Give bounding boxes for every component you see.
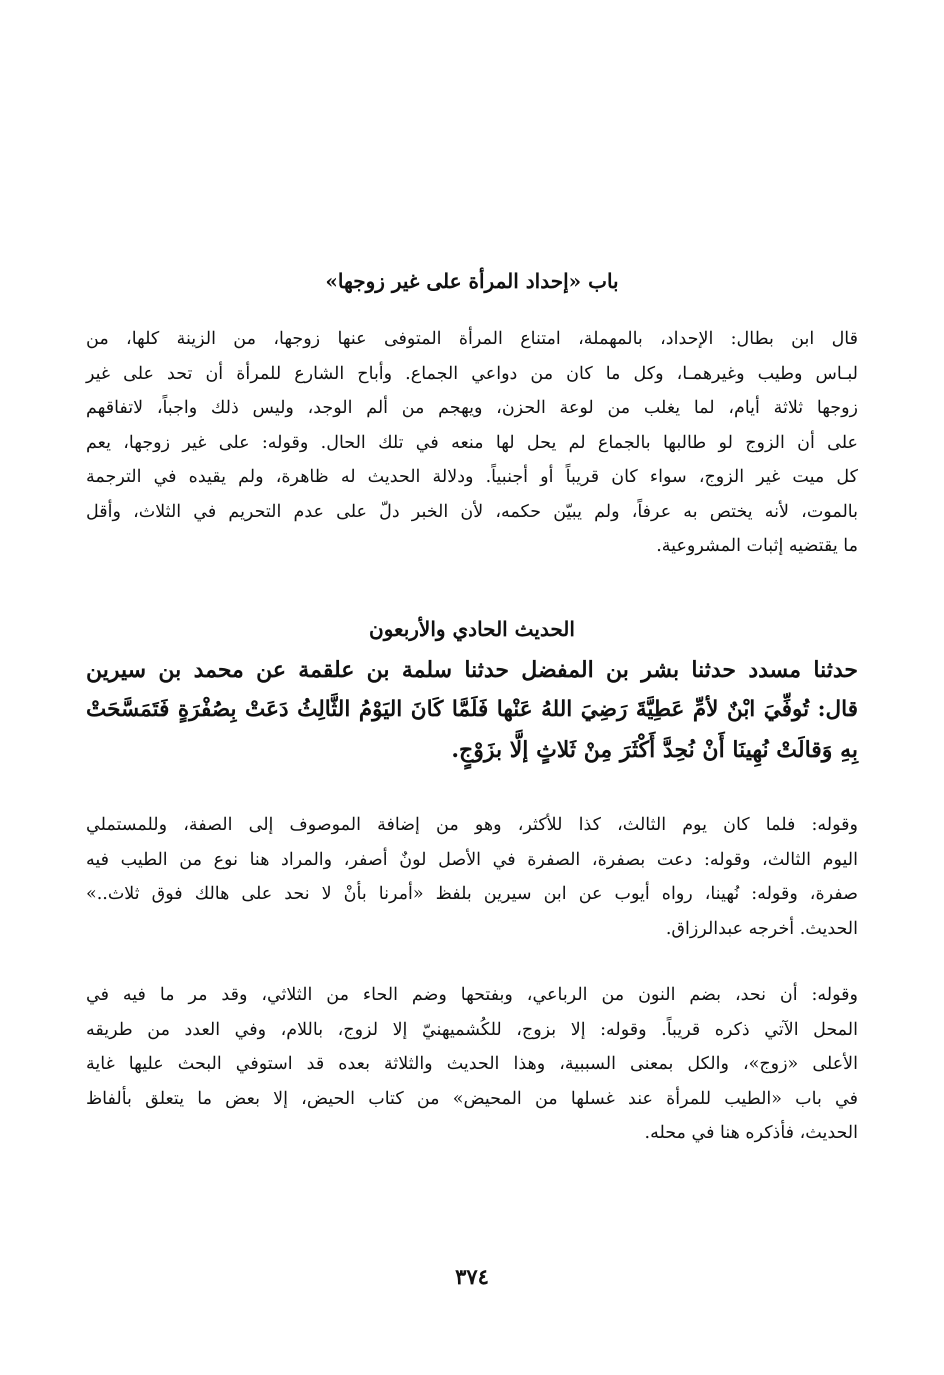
text-line: الحديث. أخرجه عبدالرزاق. — [665, 918, 858, 939]
commentary-paragraph-1 — [86, 322, 858, 564]
text-line: على أن الزوج لو طالبها بالجماع لم يحل لها منعه في تلك الحال. وقوله: على غير زوجها، يعم — [86, 432, 858, 453]
text-line: كل ميت غير الزوج، سواء كان قريباً أو أجنبياً. ودلالة الحديث له ظاهرة، ولم يقيده في الترجمة — [86, 467, 858, 487]
text-line: في باب «الطيب للمرأة عند غسلها من المحيض» من كتاب الحيض، إلا بعض ما يتعلق بألفاظ — [86, 1088, 858, 1109]
text-line: المحل الآتي ذكره قريباً. وقوله: إلا بزوج، للكُشميهنيّ إلا لزوج، باللام، وفي العدد من طريقه — [86, 1019, 858, 1040]
hadith-heading: الحديث الحادي والأربعون — [369, 617, 575, 641]
text-line: قال ابن بطال: الإحداد، بالمهملة، امتناع المرأة المتوفى عنها زوجها، من الزينة كلها، من — [86, 329, 858, 349]
text-line: الحديث، فأذكره هنا في محله. — [644, 1123, 858, 1143]
text-line: صفرة، وقوله: نُهينا، رواه أيوب عن ابن سيرين بلفظ «أمرنا بأنْ لا نحد على هالك فوق ثلاث..» — [86, 884, 858, 904]
hadith-line: بِهِ وَقالَتْ نُهِينَا أَنْ نُحِدَّ أَكْثَرَ مِنْ ثَلاثٍ إلَّا بزَوْجٍ. — [451, 737, 858, 763]
text-line: بالموت، لأنه يختص به عرفاً، ولم يبيّن حكمه، لأن الخبر دلّ على عدم التحريم في الثلاث، وأقل — [86, 501, 858, 522]
hadith-line: قال: تُوفِّيَ ابْنٌ لأمِّ عَطِيَّةَ رَضِيَ اللهُ عَنْها فَلَمَّا كَانَ اليَوْمُ الثَّالِثُ دَعَتْ بِصُفْرَةٍ فَتَمَسَّحَتْ — [86, 697, 858, 722]
hadith-text — [86, 650, 858, 770]
page-number: ٣٧٤ — [455, 1264, 489, 1289]
text-line: زوجها ثلاثة أيام، لما يغلب من لوعة الحزن، ويهجم من ألم الوجد، وليس ذلك واجباً، لاتفاقهم — [86, 398, 858, 418]
hadith-line: حدثنا مسدد حدثنا بشر بن المفضل حدثنا سلمة بن علقمة عن محمد بن سيرين — [86, 657, 858, 683]
text-line: اليوم الثالث، وقوله: دعت بصفرة، الصفرة في الأصل لونٌ أصفر، والمراد هنا نوع من الطيب فيه — [86, 849, 858, 870]
chapter-title: باب «إحداد المرأة على غير زوجها» — [325, 269, 619, 293]
text-line: الأعلى «زوج»، والكل بمعنى السببية، وهذا الحديث والثلاثة بعده قد استوفي البحث عليها غاية — [86, 1054, 858, 1074]
text-line: وقوله: فلما كان يوم الثالث، كذا للأكثر، وهو من إضافة الموصوف إلى الصفة، وللمستملي — [86, 815, 858, 835]
commentary-paragraph-2 — [86, 808, 858, 946]
commentary-paragraph-3 — [86, 978, 858, 1151]
text-line: وقوله: أن نحد، بضم النون من الرباعي، وبفتحها وضم الحاء من الثلاثي، وقد مر ما فيه في — [86, 985, 858, 1005]
text-line: ما يقتضيه إثبات المشروعية. — [656, 536, 858, 556]
text-line: لبـاس وطيب وغيرهمـا، وكل ما كان من دواعي الجماع. وأباح الشارع للمرأة أن تحد على غير — [86, 363, 858, 384]
